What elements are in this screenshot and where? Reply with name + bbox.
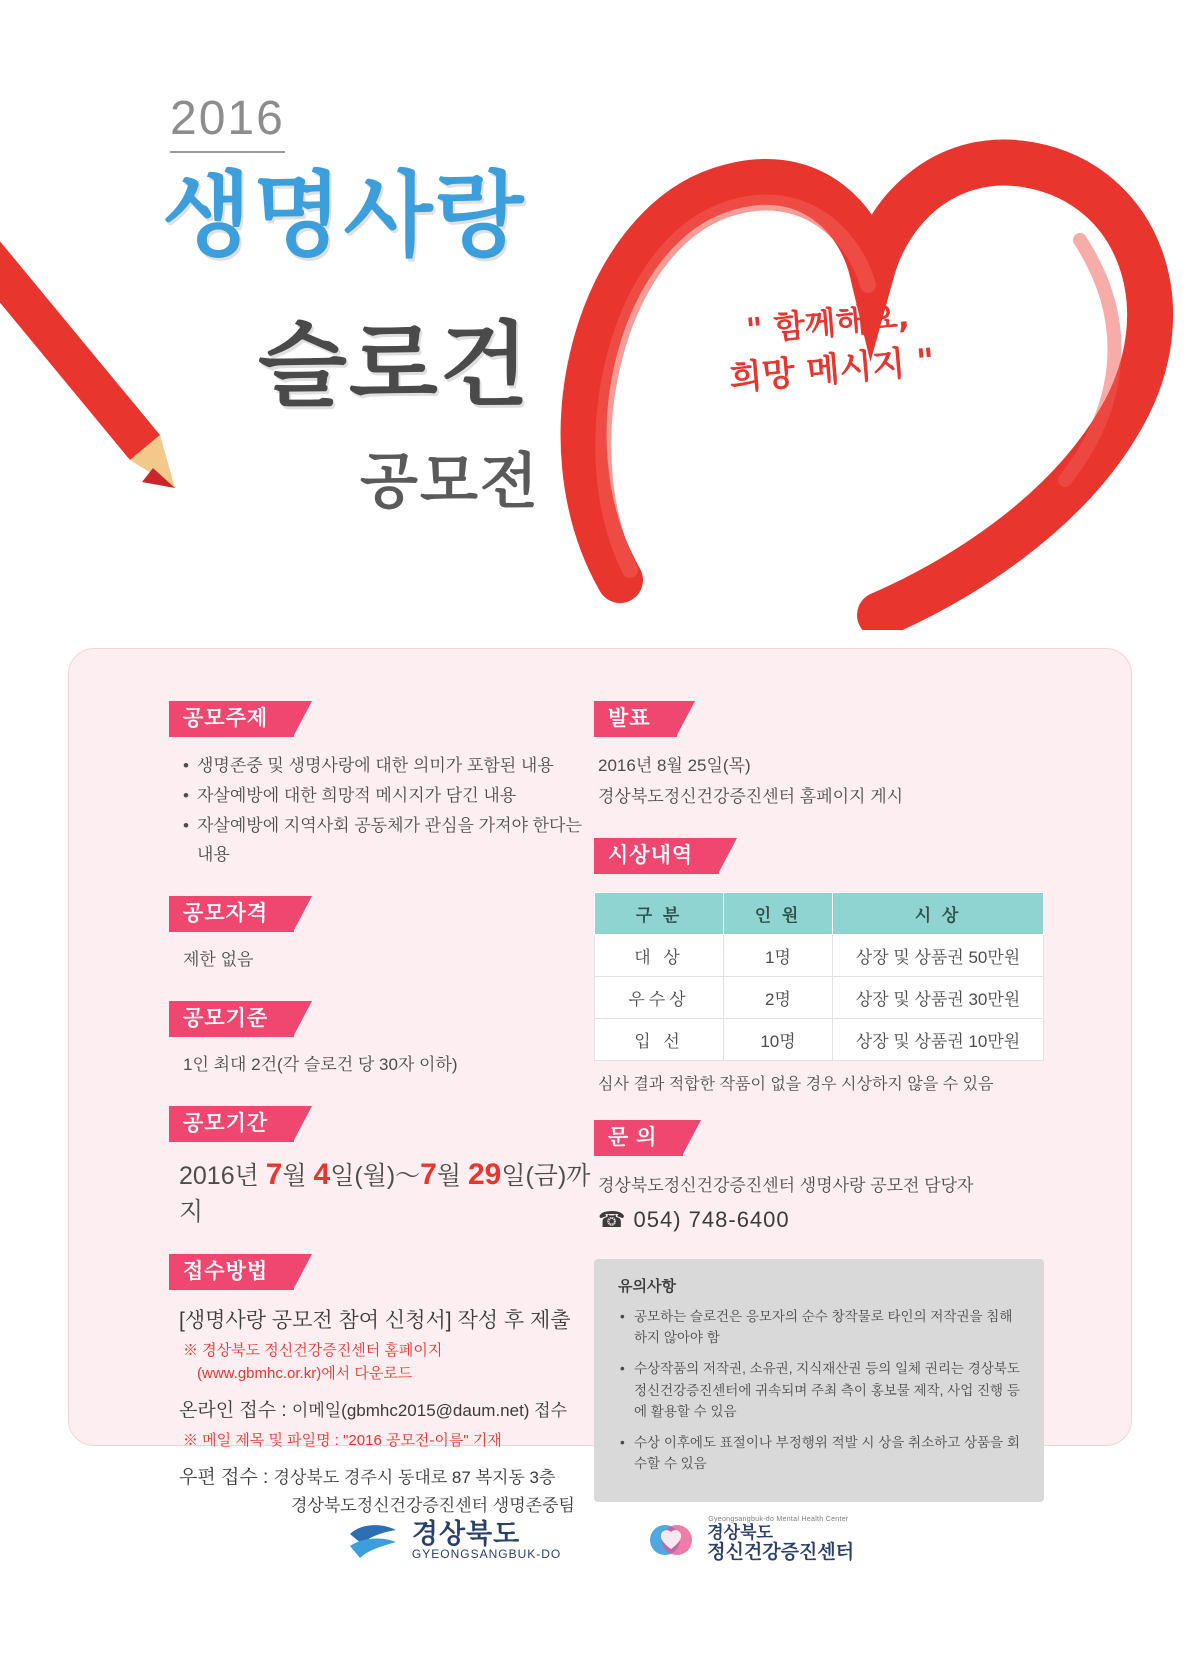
left-column [169,701,599,1544]
apply-note-line1: ※ 경상북도 정신건강증진센터 홈페이지 [183,1342,443,1360]
logo2-text [707,1516,854,1563]
prize-note: 심사 결과 적합한 작품이 없을 경우 시상하지 않을 수 있음 [598,1076,994,1094]
period-mid-2: 일(월)～ [330,1162,421,1191]
logo-mental-health-center [647,1516,854,1564]
prize-table [594,892,1044,1061]
post-value-2: 경상북도정신건강증진센터 생명존중팀 [291,1495,575,1515]
table-row [595,977,1044,1019]
period-day-1: 4 [313,1158,331,1192]
cell-category: 입 선 [595,1019,724,1061]
apply-heading: 접수방법 [169,1254,294,1290]
prize-heading: 시상내역 [594,838,719,874]
logo1-name-en: GYEONGSANGBUK-DO [411,1546,562,1561]
period-mid-3: 월 [436,1162,468,1191]
title-third: 공모전 [360,448,540,515]
period-month-1: 7 [265,1158,283,1192]
cell-count: 10명 [724,1019,833,1061]
logo2-line-1: 경상북도 [707,1523,773,1543]
footer-logos [0,1480,1200,1600]
qualify-heading: 공모자격 [169,896,294,932]
cell-category: 우수상 [595,977,724,1019]
period-mid-1: 월 [282,1162,314,1191]
criteria-heading: 공모기준 [169,1001,294,1037]
content-panel [68,648,1132,1515]
column-header: 인 원 [724,893,833,935]
contact-phone: ☎ 054) 748-6400 [598,1206,790,1232]
title-main: 생명사랑 [162,165,526,267]
period-prefix: 2016년 [179,1162,266,1191]
apply-title: [생명사랑 공모전 참여 신청서] 작성 후 제출 [179,1309,571,1333]
logo-gyeongsangbuk-do [346,1516,561,1564]
section-criteria [169,1001,599,1080]
cell-prize: 상장 및 상품권 50만원 [833,935,1044,977]
table-row [595,935,1044,977]
list-item: • 수상작품의 저작권, 소유권, 지식재산권 등의 일체 권리는 경상북도정신건강증진센터에 귀속되며 주최 측이 홍보물 제작, 사업 진행 등에 활용할 수 있음 [620,1358,1024,1423]
topic-list [183,751,599,870]
apply-note [183,1340,599,1385]
center-emblem-icon [647,1516,695,1564]
period-month-2: 7 [420,1158,437,1192]
section-prizes [594,838,1044,1094]
cell-prize: 상장 및 상품권 10만원 [833,1019,1044,1061]
apply-note-line2: (www.gbmhc.or.kr)에서 다운로드 [197,1364,413,1382]
logo2-line-2: 정신건강증진센터 [707,1541,855,1563]
pencil-illustration [0,230,260,560]
online-label: 온라인 접수 : [179,1400,292,1422]
online-value: 이메일(gbmhc2015@daum.net) 접수 [291,1401,568,1421]
contact-heading: 문 의 [594,1120,683,1156]
province-emblem-icon [346,1516,400,1564]
section-announcement [594,701,1044,812]
notice-list [614,1306,1024,1475]
heart-quote-line2: 희망 메시지 " [727,341,937,400]
announce-line-1: 2016년 8월 25일(목) [598,756,751,776]
period-heading: 공모기간 [169,1106,294,1142]
contact-text: 경상북도정신건강증진센터 생명사랑 공모전 담당자 [598,1176,974,1196]
cell-prize: 상장 및 상품권 30만원 [833,977,1044,1019]
section-contact [594,1120,1044,1232]
title-sub: 슬로건 [258,315,531,417]
topic-heading: 공모주제 [169,701,294,737]
post-label: 우편 접수 : [179,1467,274,1489]
list-item: • 자살예방에 대한 희망적 메시지가 담긴 내용 [183,781,599,811]
apply-online [179,1397,599,1426]
section-qualification [169,896,599,975]
section-topic [169,701,599,870]
list-item: • 생명존중 및 생명사랑에 대한 의미가 포함된 내용 [183,751,599,781]
right-column [594,701,1044,1502]
column-header: 시 상 [833,893,1044,935]
poster-header [0,0,1200,640]
heart-quote-line1: " 함께해요, [744,297,911,350]
notice-heading: 유의사항 [618,1277,676,1295]
notice-box [594,1259,1044,1502]
online-note: ※ 메일 제목 및 파일명 : "2016 공모전-이름" 기재 [183,1431,502,1449]
qualify-text: 제한 없음 [183,950,254,970]
table-header-row [595,893,1044,935]
cell-count: 2명 [724,977,833,1019]
announce-text [598,751,1044,812]
cell-count: 1명 [724,935,833,977]
year-label: 2016 [170,95,285,153]
logo2-name-en: Gyeongsangbuk-do Mental Health Center [708,1516,849,1524]
logo1-text [412,1520,561,1561]
announce-heading: 발표 [594,701,677,737]
period-day-2: 29 [467,1158,502,1192]
period-suffix: 일(금)까지 [179,1162,591,1227]
period-text [179,1156,599,1228]
post-value: 경상북도 경주시 동대로 87 복지동 3층 [273,1468,556,1488]
column-header: 구 분 [595,893,724,935]
table-row [595,1019,1044,1061]
criteria-text: 1인 최대 2건(각 슬로건 당 30자 이하) [183,1055,458,1075]
announce-line-2: 경상북도정신건강증진센터 홈페이지 게시 [598,786,904,806]
logo1-name-ko: 경상북도 [411,1518,521,1549]
list-item: • 자살예방에 지역사회 공동체가 관심을 가져야 한다는 내용 [183,811,599,871]
section-period [169,1106,599,1228]
list-item: • 공모하는 슬로건은 응모자의 순수 창작물로 타인의 저작권을 침해하지 않아야 함 [620,1306,1024,1349]
list-item: • 수상 이후에도 표절이나 부정행위 적발 시 상을 취소하고 상품을 회수할 수 있음 [620,1432,1024,1475]
cell-category: 대 상 [595,935,724,977]
section-apply [169,1254,599,1518]
